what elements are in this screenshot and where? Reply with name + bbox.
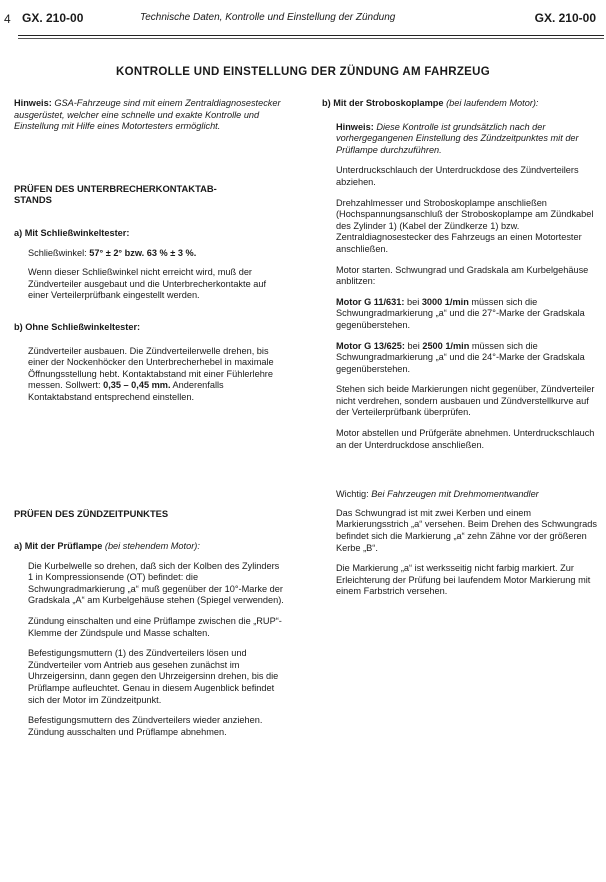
strobe-paragraph-2: Drehzahlmesser und Stroboskoplampe anschließen (Hochspannungsanschluß der Stroboskoplampe am Zündkabel des Zylinder 1) (Kabel der Zündkerze 1) bzw. Zentraldiagnosestecker des Fahrzeugs an einen Motortester anschließen. (336, 197, 594, 254)
page-number: 4 (4, 12, 11, 26)
strobe-paragraph-4: Stehen sich beide Markierungen nicht gegenüber, Zündverteiler nicht verdrehen, sondern ausbauen und Zündverstellkurve auf der Verteilerprüfbank überprüfen. (336, 384, 595, 418)
subsection-a-text: Wenn dieser Schließwinkel nicht erreicht wird, muß der Zündverteiler ausgebaut und die Unterbrecherkontakte auf einer Verteilerprüfbank eingestellt werden. (28, 267, 267, 301)
engine-g11-label: Motor G 11/631: (336, 296, 405, 307)
section-title-line2: STANDS (14, 194, 52, 206)
engine-g13-pre: bei (407, 340, 420, 351)
subsection-b-title: b) Ohne Schließwinkeltester: (14, 321, 141, 332)
important-label: Wichtig: (336, 489, 369, 500)
engine-g13-label: Motor G 13/625: (336, 340, 405, 351)
subsection-strobe-title (322, 98, 598, 110)
test-lamp-paragraph-1: Die Kurbelwelle so drehen, daß sich der Kolben des Zylinders 1 in Kompressionsende (OT) befindet: die Schwungradmarkierung „a“ muß gegenüber der 10°-Marke der Gradskala „A“ am Kurbelgehäuse stehen (Spiegel verwenden). (28, 560, 284, 606)
hint-label: Hinweis: (14, 98, 52, 108)
important-note-title (336, 489, 598, 501)
page-header (0, 0, 606, 40)
right-column (322, 98, 598, 598)
strobe-paragraph-3: Motor starten. Schwungrad und Gradskala am Kurbelgehäuse anblitzen: (336, 264, 589, 287)
subsection-b-text-2: Anderenfalls Kontaktabstand entsprechend einstellen. (28, 380, 224, 402)
header-rule-thin (18, 38, 604, 39)
subsection-test-lamp-title (14, 541, 284, 553)
subsection-b-text-1: Zündverteiler ausbauen. Die Zündverteilerwelle drehen, bis einer der Nockenhöcker den Unterbrecherhebel in maximale Öffnungsstellung hebt. Kontaktabstand mit einer Fühlerlehre messen. Sollwert: (28, 345, 274, 391)
section-title-line1: PRÜFEN DES UNTERBRECHERKONTAKTAB- (14, 182, 217, 194)
strobe-paragraph-5: Motor abstellen und Prüfgeräte abnehmen. Unterdruckschlauch an der Unterdruckdose anschließen. (336, 428, 595, 450)
important-paragraph-1: Das Schwungrad ist mit zwei Kerben und einem Markierungsstrich „a“ versehen. Beim Drehen des Schwungrads befindet sich die Markierung „a“ zehn Zähne vor der größeren Kerbe „B“. (336, 507, 597, 553)
document-code-left: GX. 210-00 (22, 11, 84, 25)
dwell-angle-label: Schließwinkel: (28, 247, 87, 258)
left-column (14, 98, 284, 738)
important-paragraph-2: Die Markierung „a“ ist werksseitig nicht farbig markiert. Zur Erleichterung der Prüfung bei laufendem Motor Markierung mit einem Farbstrich versehen. (336, 563, 591, 597)
engine-g13-text: müssen sich die Schwungradmarkierung „a“ und die 24°-Marke der Gradskala gegenüberstehen. (336, 340, 585, 374)
test-lamp-title-note: (bei stehendem Motor): (104, 541, 200, 552)
section-title-ignition-timing: PRÜFEN DES ZÜNDZEITPUNKTES (14, 507, 169, 519)
document-code-right: GX. 210-00 (534, 11, 596, 25)
engine-g13-spec (336, 341, 598, 376)
engine-g11-rpm: 3000 1/min (421, 296, 469, 307)
main-title: KONTROLLE UND EINSTELLUNG DER ZÜNDUNG AM FAHRZEUG (116, 66, 490, 78)
engine-g11-pre: bei (406, 296, 420, 307)
engine-g11-spec (336, 297, 598, 332)
strobe-hint (336, 122, 598, 157)
strobe-title-note: (bei laufendem Motor): (446, 98, 539, 108)
hint-text: GSA-Fahrzeuge sind mit einem Zentraldiagnosestecker ausgerüstet, welcher eine schnelle und exakte Kontrolle und Einstellung mit Hilfe eines Motortesters ermöglicht. (14, 98, 281, 132)
dwell-angle-value-line (28, 248, 284, 260)
test-lamp-title: a) Mit der Prüflampe (14, 541, 103, 552)
test-lamp-paragraph-2: Zündung einschalten und eine Prüflampe zwischen die „RUP“-Klemme der Zündspule und Masse schalten. (28, 616, 282, 638)
engine-g13-rpm: 2500 1/min (422, 340, 470, 351)
important-note: Bei Fahrzeugen mit Drehmomentwandler (371, 489, 539, 500)
subsection-b-text (28, 346, 284, 404)
strobe-hint-text: Diese Kontrolle ist grundsätzlich nach der vorhergegangenen Einstellung des Zündzeitpunktes mit der Prüflampe durchzuführen. (336, 121, 579, 155)
dwell-angle-value: 57° ± 2° bzw. 63 % ± 3 %. (89, 247, 197, 258)
test-lamp-paragraph-3: Befestigungsmuttern (1) des Zündverteilers lösen und Zündverteiler vom Antrieb aus gesehen zunächst im Uhrzeigersinn, dann gegen den Uhrzeigersinn drehen, bis die Prüflampe aufleuchtet. Genau in diesem Augenblick befindet sich der Motor im Zündzeitpunkt. (28, 648, 279, 705)
subsection-a-title: a) Mit Schließwinkeltester: (14, 227, 130, 238)
contact-gap-value: 0,35 – 0,45 mm. (103, 380, 171, 391)
strobe-paragraph-1: Unterdruckschlauch der Unterdruckdose des Zündverteilers abziehen. (336, 165, 579, 187)
test-lamp-paragraph-4: Befestigungsmuttern des Zündverteilers wieder anziehen. Zündung ausschalten und Prüflampe abnehmen. (28, 715, 263, 737)
strobe-hint-label: Hinweis: (336, 121, 374, 132)
engine-g11-text: müssen sich die Schwungradmarkierung „a“ und die 27°-Marke der Gradskala gegenüberstehen. (336, 296, 585, 330)
section-title-contact-gap (14, 183, 284, 206)
hint-paragraph (14, 98, 284, 133)
header-rule (18, 35, 604, 36)
strobe-title: b) Mit der Stroboskoplampe (322, 98, 444, 108)
header-title: Technische Daten, Kontrolle und Einstellung der Zündung (140, 12, 396, 23)
